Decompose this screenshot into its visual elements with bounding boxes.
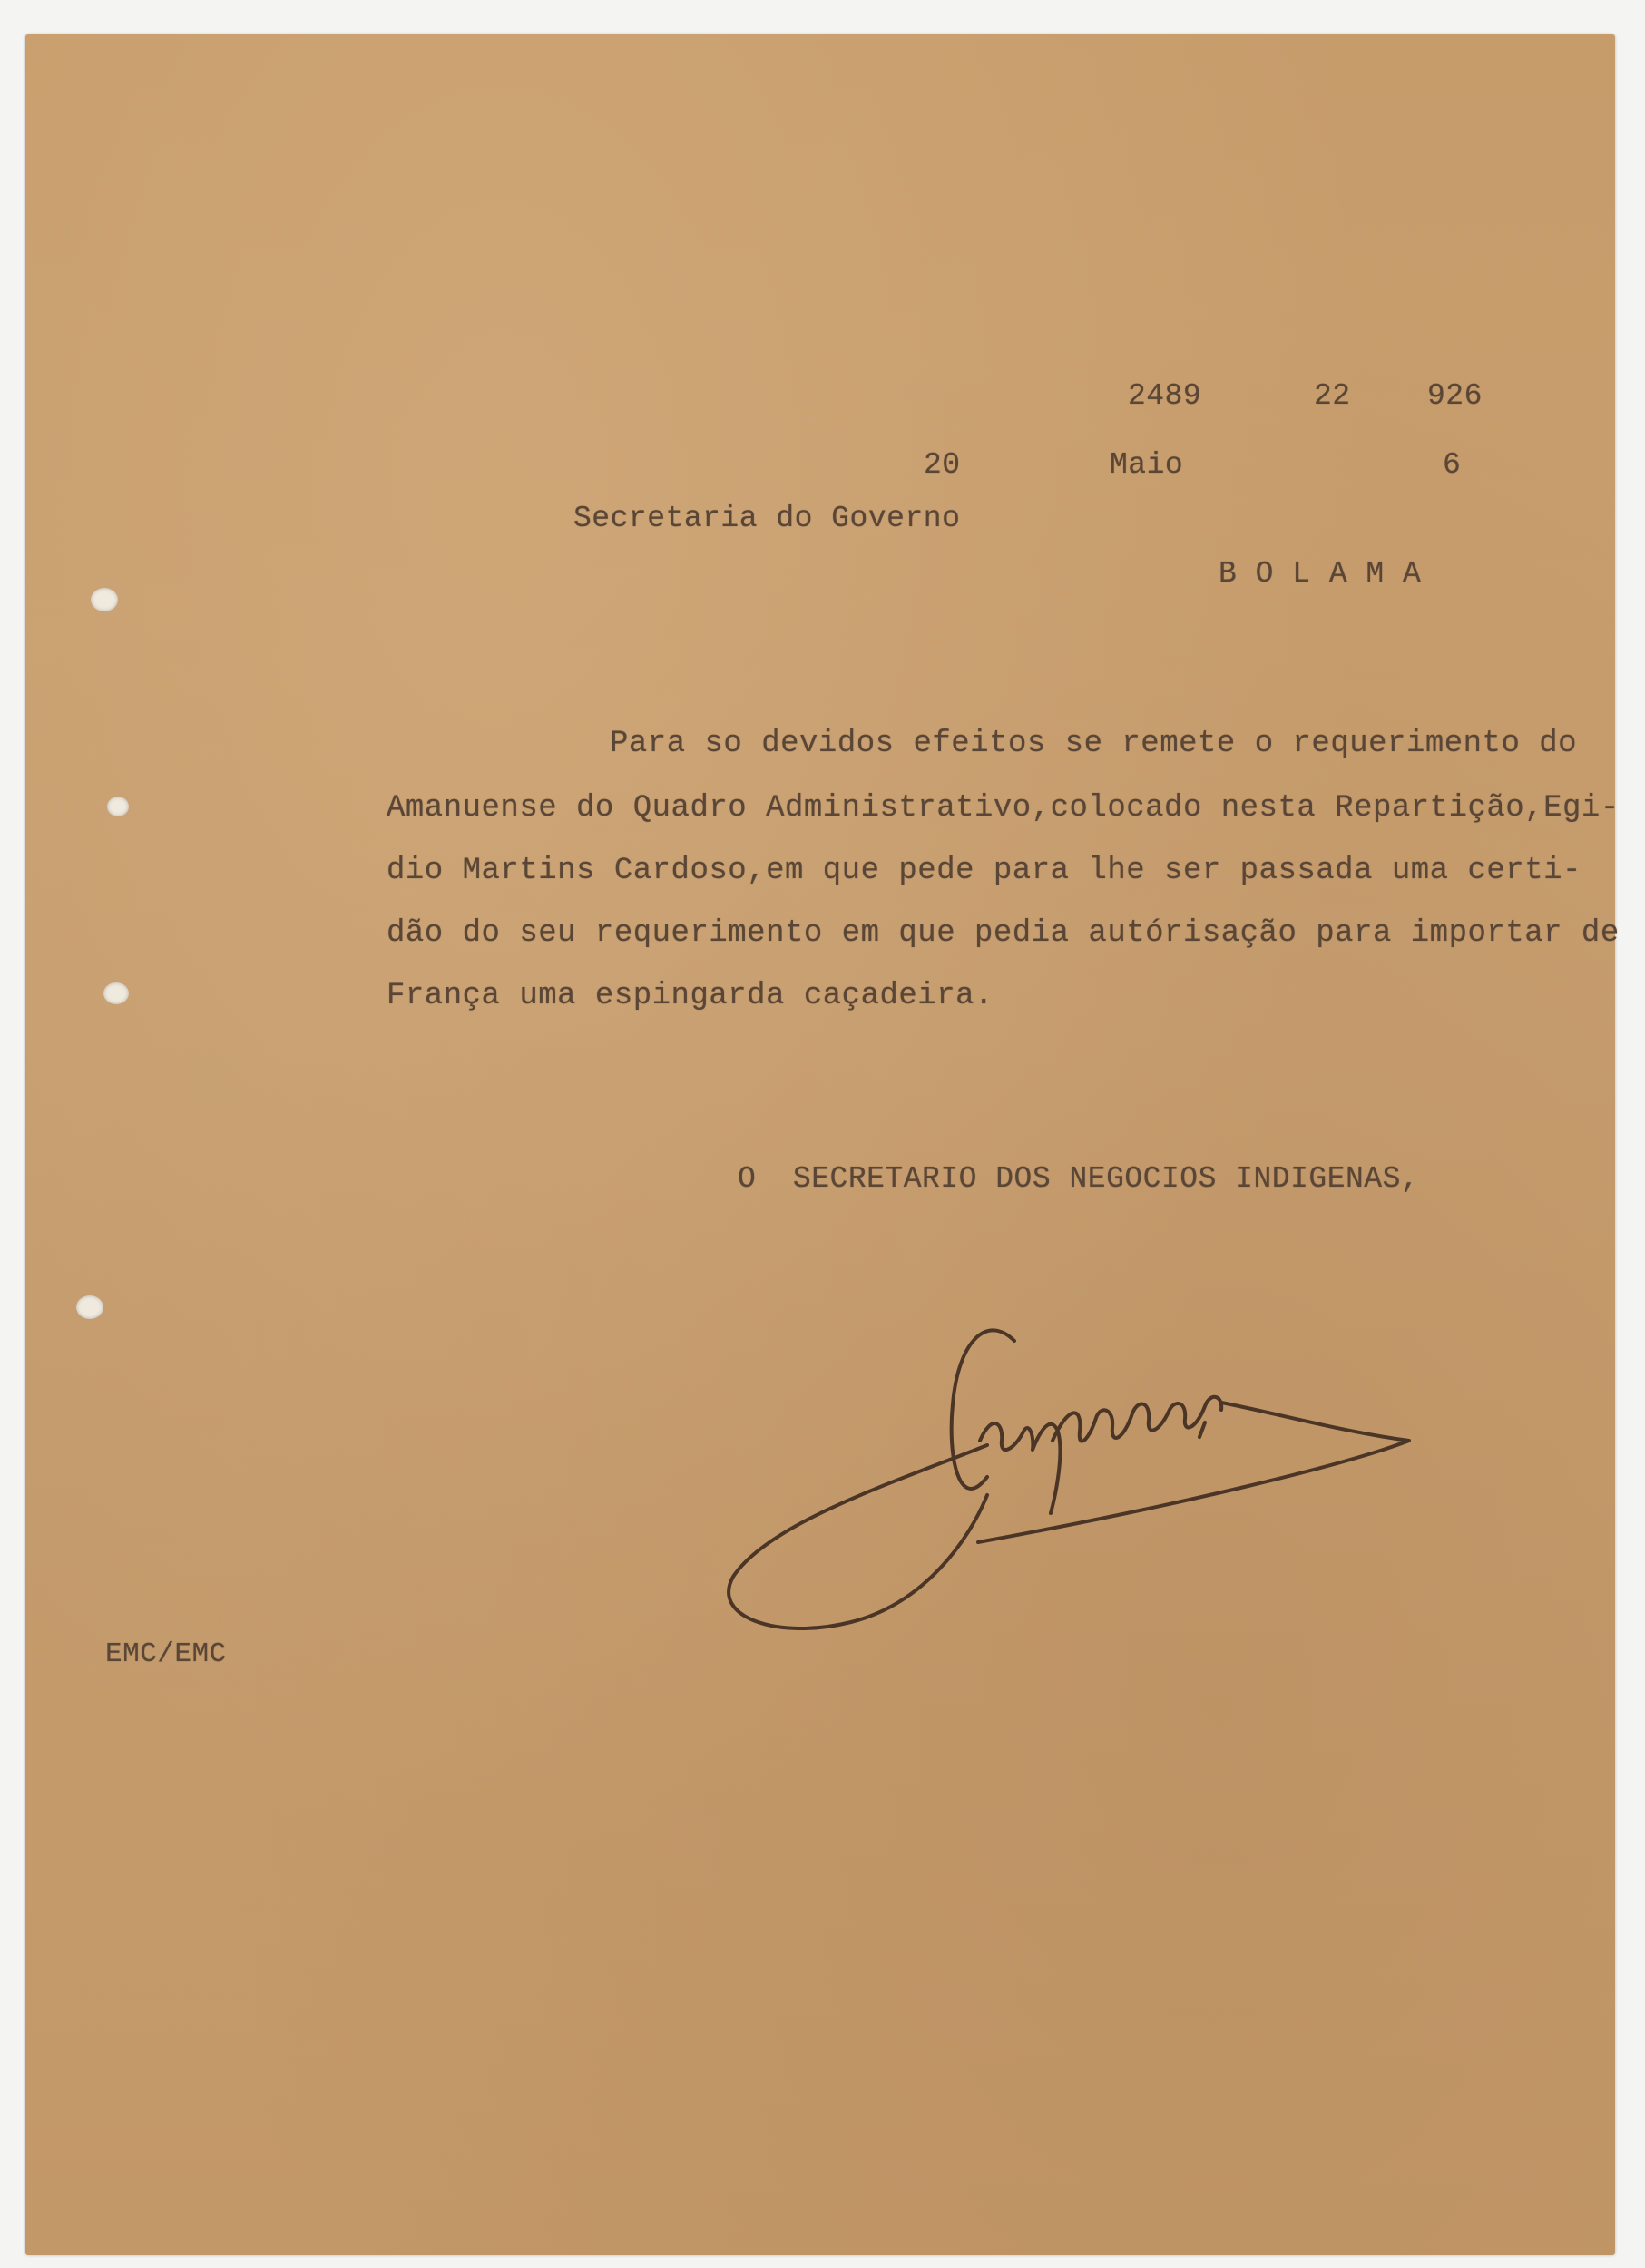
punch-hole: [107, 797, 129, 816]
date-day: 20: [924, 448, 961, 482]
reference-year: 926: [1427, 379, 1483, 413]
body-line: dão do seu requerimento em que pedia autórisação para importar de: [387, 916, 1620, 951]
date-month: Maio: [1110, 448, 1184, 482]
place: B O L A M A: [1219, 557, 1422, 591]
body-line: Para so devidos efeitos se remete o requerimento do: [610, 727, 1578, 761]
punch-hole: [76, 1295, 103, 1319]
reference-day: 22: [1314, 379, 1351, 413]
typist-initials: EMC/EMC: [105, 1638, 227, 1670]
closing-title: O SECRETARIO DOS NEGOCIOS INDIGENAS,: [738, 1162, 1420, 1196]
punch-hole: [103, 982, 129, 1004]
body-line: Amanuense do Quadro Administrativo,colocado nesta Repartição,Egi-: [387, 791, 1620, 826]
punch-hole: [91, 588, 118, 611]
reference-number: 2489: [1128, 379, 1202, 413]
handwritten-signature: [715, 1305, 1441, 1649]
document-page: [25, 34, 1620, 2255]
addressee: Secretaria do Governo: [573, 502, 961, 535]
body-line: França uma espingarda caçadeira.: [387, 979, 994, 1013]
body-line: dio Martins Cardoso,em que pede para lhe ser passada uma certi-: [387, 854, 1581, 888]
date-year-digit: 6: [1443, 448, 1462, 482]
